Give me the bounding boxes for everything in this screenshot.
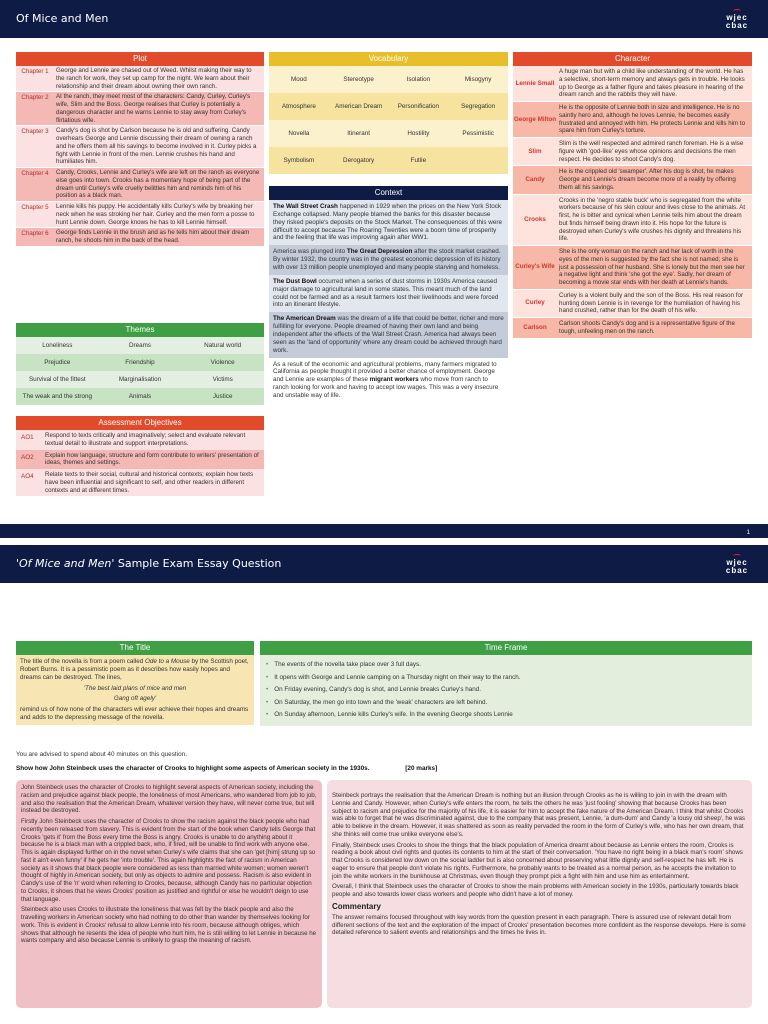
character-name: George Milton [513, 115, 557, 123]
theme-item: The weak and the strong [16, 388, 99, 405]
page2-title [16, 557, 281, 571]
page1-title: Of Mice and Men [16, 12, 109, 25]
themes-heading: Themes [16, 323, 264, 337]
character-description: Carlson shoots Candy's dog and is a representative figure of the tough, unfeeling men on the ranch. [559, 320, 735, 335]
character-row [513, 290, 752, 318]
title-panel [16, 641, 254, 725]
timeframe-item: • It opens with George and Lennie camping on a Thursday night on their way to the ranch. [266, 672, 746, 685]
logo-line-2: cbac [725, 566, 749, 575]
plot-heading: Plot [16, 52, 264, 66]
plot-chapter-text: Candy, Crooks, Lennie and Curley's wife are left on the ranch as everyone else goes into town. Crooks has a momentary hope of being part of the dream until Curley's wife cruelly belittles him and reminds him of his position as a black man. [56, 169, 260, 200]
logo-line-1: wjec [726, 13, 748, 22]
context-term: The Dust Bowl [273, 277, 317, 285]
context-text: was the dream of a life that could be better, richer and more fulfilling for everyone. People dreamed of having their own land and being independent after the effects of the Wall Street Crash. America had always been seen as the 'land of opportunity' where any dream could be achieved through hard work. [273, 315, 504, 354]
commentary-heading: Commentary [332, 901, 381, 911]
title-heading: The Title [16, 641, 254, 655]
vocab-item: Futile [389, 147, 449, 174]
ao-text: Relate texts to their social, cultural and historical contexts; explain how texts have been influential and significant to self, and other readers in different contexts and at different times. [45, 471, 254, 494]
question-advice: You are advised to spend about 40 minutes on this question. [16, 751, 188, 758]
vocab-item: American Dream [329, 93, 389, 120]
vocab-item [448, 147, 508, 174]
title-quote-2: Gang oft agely' [113, 695, 157, 703]
context-paragraph [269, 358, 508, 403]
timeframe-item: • The events of the novella take place over 3 full days. [266, 659, 746, 672]
character-row [513, 166, 752, 194]
character-name: Candy [525, 175, 545, 183]
title-intro: The title of the novella is from a poem called Ode to a Mouse by the Scottish poet, Robert Burns. It is a pessimistic poem as it describes how easily hopes and dreams can be destroyed. The lines, [20, 658, 249, 681]
essay-paragraph: John Steinbeck uses the character of Crooks to highlight several aspects of American society, including the racism and prejudice against black people, the loneliness of most Americans, who wandered from job to job, and also the realisation that the American Dream, whatever version they have, will never come true, but will instead be destroyed. [21, 784, 317, 815]
ao-text: Explain how language, structure and form contribute to writers' presentation of ideas, themes and settings. [45, 451, 259, 467]
character-name: Slim [528, 147, 542, 155]
context-paragraph [269, 312, 508, 357]
plot-row [16, 126, 264, 168]
theme-item: Friendship [99, 354, 182, 371]
page1-banner [0, 0, 768, 38]
ao-label: AO2 [21, 453, 34, 461]
character-row [513, 138, 752, 166]
plot-chapter-text: Candy's dog is shot by Carlson because he is old and suffering. Candy overhears George and Lennie discussing their dream of owning a ranch and he offers them all his savings to become involved in it. Curley picks a fight with Lennie in front of the men. Lennie crushes his hand and humiliates him. [56, 127, 257, 166]
character-row [513, 318, 752, 339]
plot-row [16, 168, 264, 202]
vocab-item: Pessimistic [448, 120, 508, 147]
context-heading: Context [269, 186, 508, 200]
plot-chapter-text: Lennie kills his puppy. He accidentally kills Curley's wife by breaking her neck when he was stroking her hair. Curley and the men form a posse to hunt Lennie down. George knows he has to kill Lennie himself. [56, 203, 255, 226]
essay-left-column [16, 780, 322, 1008]
vocab-item: Itinerant [329, 120, 389, 147]
theme-item: Survival of the fittest [16, 371, 99, 388]
character-description: He is the opposite of Lennie both in size and intelligence. He is no saintly hero and, although he loves Lennie, he becomes easily frustrated and annoyed with him. He protects Lennie and kills him to spare him from Curley's torture. [559, 104, 746, 135]
ao-label: AO1 [21, 434, 34, 441]
plot-chapter-label: Chapter 4 [21, 170, 49, 177]
vocab-item: Stereotype [329, 66, 389, 93]
character-description: A huge man but with a child like understanding of the world. He has a selective, short-term memory and always gets in trouble. He looks up to George as a father figure and takes pleasure in hearing of the dream ranch and the rabbits they will have. [559, 68, 745, 99]
assessment-objectives-panel [16, 416, 264, 496]
context-paragraph [269, 245, 508, 275]
character-name: Crooks [524, 215, 546, 223]
plot-chapter-label: Chapter 1 [21, 68, 49, 75]
essay-paragraph: Firstly John Steinbeck uses the character of Crooks to show the racism against the black people who had recently been released from slavery. This is evident from the start of the book when Candy tells George that Crooks 'gets it' from the Boss every time the Boss is angry. Crooks is unable to do anything about it because he is a black man with a crippled back, who, if fired, will be unable to find work with anyone else. This is again displayed further on in the novel when Curley's wife claims that she can 'get [him] strung up so fast it ain't even funny' if he gets her 'into trouble'. This again highlights the fact of racism in American society as it shows that black people were considered as less than married white women; women weren't thought of highly in American society, but only as objects to admire and possess. Racism is also evident in Candy's use of the 'n' word when referring to Crooks, because, although Candy has no particular objection to Crooks, it shows that he views Crooks' position as justified and rightful or else he wouldn't deign to use that language. [21, 818, 316, 903]
theme-item: Natural world [181, 337, 264, 354]
question-prompt-text: Show how John Steinbeck uses the character of Crooks to highlight some aspects of American society in the 1930s. [16, 765, 370, 772]
character-name: Carlson [523, 323, 547, 331]
question-marks: [20 marks] [405, 765, 438, 772]
vocab-item: Isolation [389, 66, 449, 93]
essay-right-column [327, 780, 752, 1008]
timeframe-item: • On Friday evening, Candy's dog is shot, and Lennie breaks Curley's hand. [266, 684, 746, 697]
timeframe-item: • On Sunday afternoon, Lennie kills Curley's wife. In the evening George shoots Lennie [266, 709, 746, 722]
plot-chapter-label: Chapter 6 [21, 230, 49, 238]
character-description: Slim is the well respected and admired ranch foreman. He is a wise figure with 'god-like' eyes whose opinions and decisions the men respect. He decides to shoot Candy's dog. [559, 140, 744, 163]
context-paragraph [269, 275, 508, 312]
wjec-logo-2 [724, 554, 750, 575]
ao-row [16, 430, 264, 450]
context-text: after the stock market crashed. By winter 1932, the country was in the greatest economic depression of its history with over 13 million people unemployed and many people starving and homeless. [273, 248, 501, 272]
vocab-item: Atmosphere [269, 93, 329, 120]
plot-chapter-label: Chapter 3 [21, 128, 49, 136]
vocab-item: Segregation [448, 93, 508, 120]
essay-paragraph: Finally, Steinbeck uses Crooks to show the things that the black population of America dreamt about because as Lennie enters the room, Crooks is reading a book about civil rights and quotes its contents to him at the start of their conversation. 'You have no right being in a black man's room' shows that Crooks is considered low down on the social ladder but is also concerned about preserving what little dignity and self-respect he has left. He is eager to ensure that people don't violate his rights. Furthermore, he probably wants to be treated as a normal person, as he accepts the invitation to join the white workers in the bunkhouse at Christmas, even though they prompt pick a fight with him and use him as entertainment. [332, 841, 743, 880]
title-outro: remind us of how none of the characters will ever achieve their hopes and dreams and adds to the depressing message of the novella. [20, 706, 249, 722]
essay-paragraph: Steinbeck also uses Crooks to illustrate the loneliness that was felt by the black people and also the travelling workers in American society who had nothing to do other than wander by themselves looking for work. This is evident in Crooks' refusal to allow Lennie into his room, because although obliges, which shows that although he resents the idea of people who hurt him, he is still willing to let Lennie in because he wants company and also because Lennie is unlikely to grasp the meaning of racism. [21, 906, 317, 945]
plot-chapter-label: Chapter 5 [21, 204, 49, 211]
context-text: occurred when a series of dust storms in 1930s America caused major damage to agricultural land in some states. This meant much of the land could not be farmed and as a result farmers lost their livelihoods and were forced into an itinerant lifestyle. [273, 277, 499, 309]
character-name: Curley [525, 299, 545, 307]
context-term: migrant workers [369, 376, 419, 384]
page-number: 1 [746, 530, 750, 536]
plot-chapter-text: At the ranch, they meet most of the characters: Candy, Curley, Curley's wife, Slim and the Boss. George realises that Curley is potentially a dangerous character and he warns Lennie to stay away from Curley's flirtatious wife. [56, 93, 251, 124]
logo-line-2: cbac [725, 21, 749, 30]
plot-chapter-label: Chapter 2 [21, 94, 49, 102]
plot-chapter-text: George finds Lennie in the brush and as he tells him about their dream ranch, he shoots him in the back of the head. [56, 229, 250, 244]
page2-banner [0, 545, 768, 583]
vocab-heading: Vocabulary [269, 52, 508, 66]
timeframe-item: • On Saturday, the men go into town and the 'weak' characters are left behind. [266, 697, 746, 710]
vocab-item: Novella [269, 120, 329, 147]
character-description: She is the only woman on the ranch and her lack of worth in the eyes of the men is suggested by the fact she is not named; she is just a possession of her husband. She is lonely but the men see her a negative light and think 'she got the eye'. Sadly, her dream of becoming a movie star ends with her death at Lennie's hands. [559, 248, 745, 286]
character-row [513, 195, 752, 247]
vocab-item: Personification [389, 93, 449, 120]
ao-row [16, 469, 264, 496]
vocab-item: Symbolism [269, 147, 329, 174]
context-text: America was plunged into [273, 248, 347, 256]
wjec-logo [724, 9, 750, 30]
timeframe-heading: Time Frame [260, 641, 752, 655]
essay-paragraph: Overall, I think that Steinbeck uses the character of Crooks to show the main problems with American society in the 1930s, particularly towards black people and also towards lower class workers and people who didn't have a lot of money. [332, 883, 739, 898]
ao-label: AO4 [21, 473, 34, 480]
plot-row [16, 92, 264, 126]
context-term: The American Dream [273, 315, 336, 323]
ao-heading: Assessment Objectives [16, 416, 264, 430]
character-description: Curley is a violent bully and the son of the Boss. His real reason for hunting down Lennie is in revenge for the humiliation of having his hand crushed, rather than for the death of his wife. [559, 291, 743, 315]
theme-item: Dreams [99, 337, 182, 354]
page2-title-rest: Sample Exam Essay Question [114, 557, 282, 570]
plot-chapter-text: George and Lennie are chased out of Weed. Whilst making their way to the ranch for work, they set up camp for the night. We learn about their relationship and their dream about owning their own ranch. [56, 67, 252, 90]
plot-panel [16, 52, 264, 247]
character-heading: Character [513, 52, 752, 66]
vocabulary-panel [269, 52, 508, 174]
theme-item: Marginalisation [99, 371, 182, 388]
page1-footer [0, 524, 768, 538]
plot-row [16, 66, 264, 92]
question-prompt [16, 765, 437, 773]
vocab-item: Mood [269, 66, 329, 93]
themes-panel [16, 323, 264, 405]
theme-item: Prejudice [16, 354, 99, 371]
context-paragraph [269, 200, 508, 245]
title-quote-1: 'The best laid plans of mice and men [83, 684, 187, 692]
context-text: happened in 1929 when the prices on the New York Stock Exchange collapsed. Many people blamed the banks for this disaster because they risked people's deposits on the Stock Market. The consequences of this were difficult to accept because The Roaring Twenties were a boom time of prosperity and the feeling that life was improving again after WW1. [273, 203, 502, 242]
title-body [16, 655, 254, 725]
theme-item: Loneliness [16, 337, 99, 354]
timeframe-list [260, 655, 752, 726]
vocab-item: Derogatory [329, 147, 389, 174]
logo-line-1: wjec [726, 558, 748, 567]
theme-item: Animals [99, 388, 182, 405]
character-row [513, 246, 752, 290]
character-description: He is the crippled old 'swamper'. After his dog is shot, he makes George and Lennie's dream become more of a reality by offering them all his savings. [559, 168, 736, 191]
character-panel [513, 52, 752, 339]
context-panel [269, 186, 508, 403]
theme-item: Victims [181, 371, 264, 388]
theme-item: Violence [181, 354, 264, 371]
character-description: Crooks in the 'negro stable buck' who is segregated from the white workers because of his skin colour and lives close to the animals. At first, he is bitter and cynical when Lennie tells him about the dream but finds himself being drawn into it. His hope for the future is destroyed when Curley's wife crushes his dignity and threatens his life. [559, 196, 746, 243]
poem-name: Ode to a Mouse [144, 658, 190, 665]
ao-text: Respond to texts critically and imaginatively; select and evaluate relevant textual detail to illustrate and support interpretations. [45, 432, 246, 447]
context-term: The Great Depression [346, 248, 413, 256]
vocab-item: Misogyny [448, 66, 508, 93]
vocab-item: Hostility [389, 120, 449, 147]
page2-title-novel: 'Of Mice and Men' [16, 557, 115, 570]
character-name: Lennie Small [515, 79, 555, 87]
context-term: The Wall Street Crash [273, 203, 338, 210]
character-name: Curley's Wife [515, 263, 555, 271]
theme-item: Justice [181, 388, 264, 405]
plot-row [16, 202, 264, 228]
commentary-text: The answer remains focused throughout with key words from the question present in each paragraph. There is assured use of relevant detail from different sections of the text and the exploration of the impact of Crooks' presentation becomes more confident as the response develops. Here is some detailed reference to salient events and relationships and the times he lives in. [332, 913, 746, 937]
character-row [513, 66, 752, 102]
context-text: who move from ranch to ranch looking for work and having to accept low wages. This was a very insecure and unstable way of life. [273, 376, 499, 400]
essay-paragraph: Steinbeck portrays the realisation that the American Dream is nothing but an illusion through Crooks as he is willing to join in with the dream with Lennie and Candy. However, when Curley's wife enters the room, he tells the others he was 'just fooling' showing that because Crooks has been subject to racism and prejudice for the majority of his life, it is easier for him to accept the fake nature of the American Dream. I think that whilst Crooks was able to forget that he was discriminated against, due to the company that was present, Lennie, 'a dum-dum' and Candy 'a lousy old sheep', he was able to believe in the dream. However, it was shattered as soon as reality pervaded the room in the form of Curley's wife, who has her own dream, that she thinks will come true unlike everyone else's. [332, 792, 745, 838]
time-frame-panel [260, 641, 752, 726]
character-row [513, 102, 752, 138]
ao-row [16, 450, 264, 470]
context-text: As a result of the economic and agricultural problems, many farmers migrated to California as people thought it provided a better chance of employment. George and Lennie are examples of these [273, 360, 497, 384]
plot-row [16, 228, 264, 247]
